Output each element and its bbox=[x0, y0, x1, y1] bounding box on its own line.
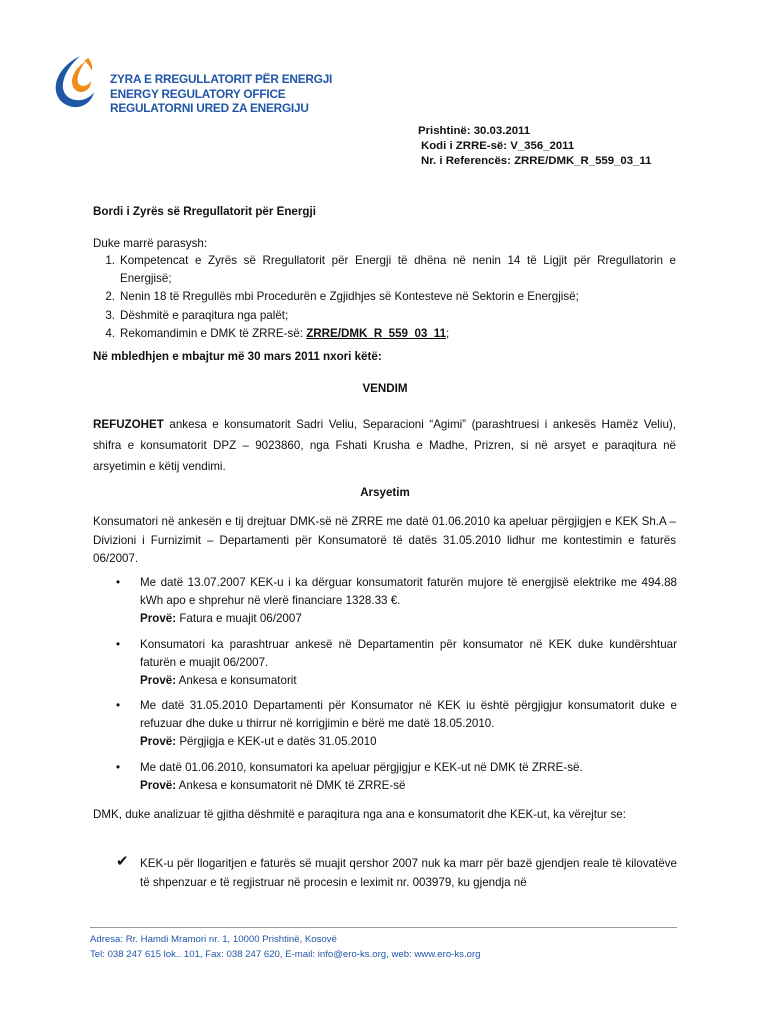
bullet-dot-icon: • bbox=[116, 638, 121, 651]
footer-contact: Tel: 038 247 615 lok.. 101, Fax: 038 247 620, E-mail: info@ero-ks.org, web: www.ero-ks.org bbox=[90, 948, 481, 960]
board-title: Bordi i Zyrës së Rregullatorit për Energji bbox=[93, 205, 316, 218]
organization-name-albanian: ZYRA E RREGULLATORIT PËR ENERGJI bbox=[110, 72, 333, 86]
decision-paragraph: REFUZOHET ankesa e konsumatorit Sadri Veliu, Separacioni “Agimi” (parashtruesi i ankesës Hamëz Veliu), shifra e konsumatorit DPZ – 9023860, nga Fshati Krusha e Madhe, Prizren, si në arsyet e paraqitura në arsyetimin e këtij vendimi. bbox=[93, 418, 676, 473]
reasoning-intro: Konsumatori në ankesën e tij drejtuar DMK-së në ZRRE me datë 01.06.2010 ka apeluar përgjigjen e KEK Sh.A – Divizioni i Furnizimit – Departamenti për Konsumatorë të datës 31.05.2010 lidhur me kontestimin e faturës 06/2007. bbox=[93, 515, 676, 565]
meeting-line: Në mbledhjen e mbajtur më 30 mars 2011 nxori këtë: bbox=[93, 350, 382, 363]
reasoning-title: Arsyetim bbox=[360, 486, 410, 499]
reference-block bbox=[418, 124, 651, 169]
check-item: KEK-u për llogaritjen e faturës së muajit qershor 2007 nuk ka marr për bazë gjendjen reale të kilovatëve të shpenzuar e të regjistruar në procesin e leximit nr. 003979, ku gjendja në bbox=[140, 857, 677, 889]
dmk-paragraph: DMK, duke analizuar të gjitha dëshmitë e paraqitura nga ana e konsumatorit dhe KEK-ut, ka vërejtur se: bbox=[93, 808, 626, 821]
bullet-dot-icon: • bbox=[116, 576, 121, 589]
checkmark-icon: ✔ bbox=[116, 853, 129, 870]
list-item: 2. Nenin 18 të Rregullës mbi Procedurën e Zgjidhjes së Kontesteve në Sektorin e Energjisë; bbox=[105, 290, 579, 304]
list-item: 1. Kompetencat e Zyrës së Rregullatorit për Energji të dhëna në nenin 14 të Ligjit për Rregullatorin e Energjisë; bbox=[105, 254, 676, 286]
recommendation-reference: ZRRE/DMK_R_559_03_11 bbox=[306, 326, 447, 340]
considering-intro: Duke marrë parasysh: bbox=[93, 237, 208, 250]
footer bbox=[90, 933, 481, 962]
list-item: 4. Rekomandimin e DMK të ZRRE-së: ZRRE/DMK_R_559_03_11; bbox=[105, 326, 450, 340]
footer-address: Adresa: Rr. Hamdi Mramori nr. 1, 10000 Prishtinë, Kosovë bbox=[90, 934, 337, 945]
decision-verdict: REFUZOHET bbox=[93, 418, 164, 431]
footer-divider bbox=[90, 927, 677, 928]
bullet-dot-icon: • bbox=[116, 761, 121, 774]
document-date: Prishtinë: 30.03.2011 bbox=[418, 125, 531, 137]
organization-name bbox=[110, 72, 332, 116]
organization-name-serbian: REGULATORNI URED ZA ENERGIJU bbox=[110, 101, 309, 115]
decision-title: VENDIM bbox=[362, 382, 408, 395]
bullet-dot-icon: • bbox=[116, 699, 121, 712]
considerations-list bbox=[93, 252, 676, 343]
ero-logo-icon bbox=[50, 52, 98, 110]
document-code: Kodi i ZRRE-së: V_356_2011 bbox=[421, 140, 575, 152]
organization-name-english: ENERGY REGULATORY OFFICE bbox=[110, 86, 286, 101]
list-item: 3. Dëshmitë e paraqitura nga palët; bbox=[105, 308, 289, 322]
reference-number: Nr. i Referencës: ZRRE/DMK_R_559_03_11 bbox=[421, 155, 652, 167]
